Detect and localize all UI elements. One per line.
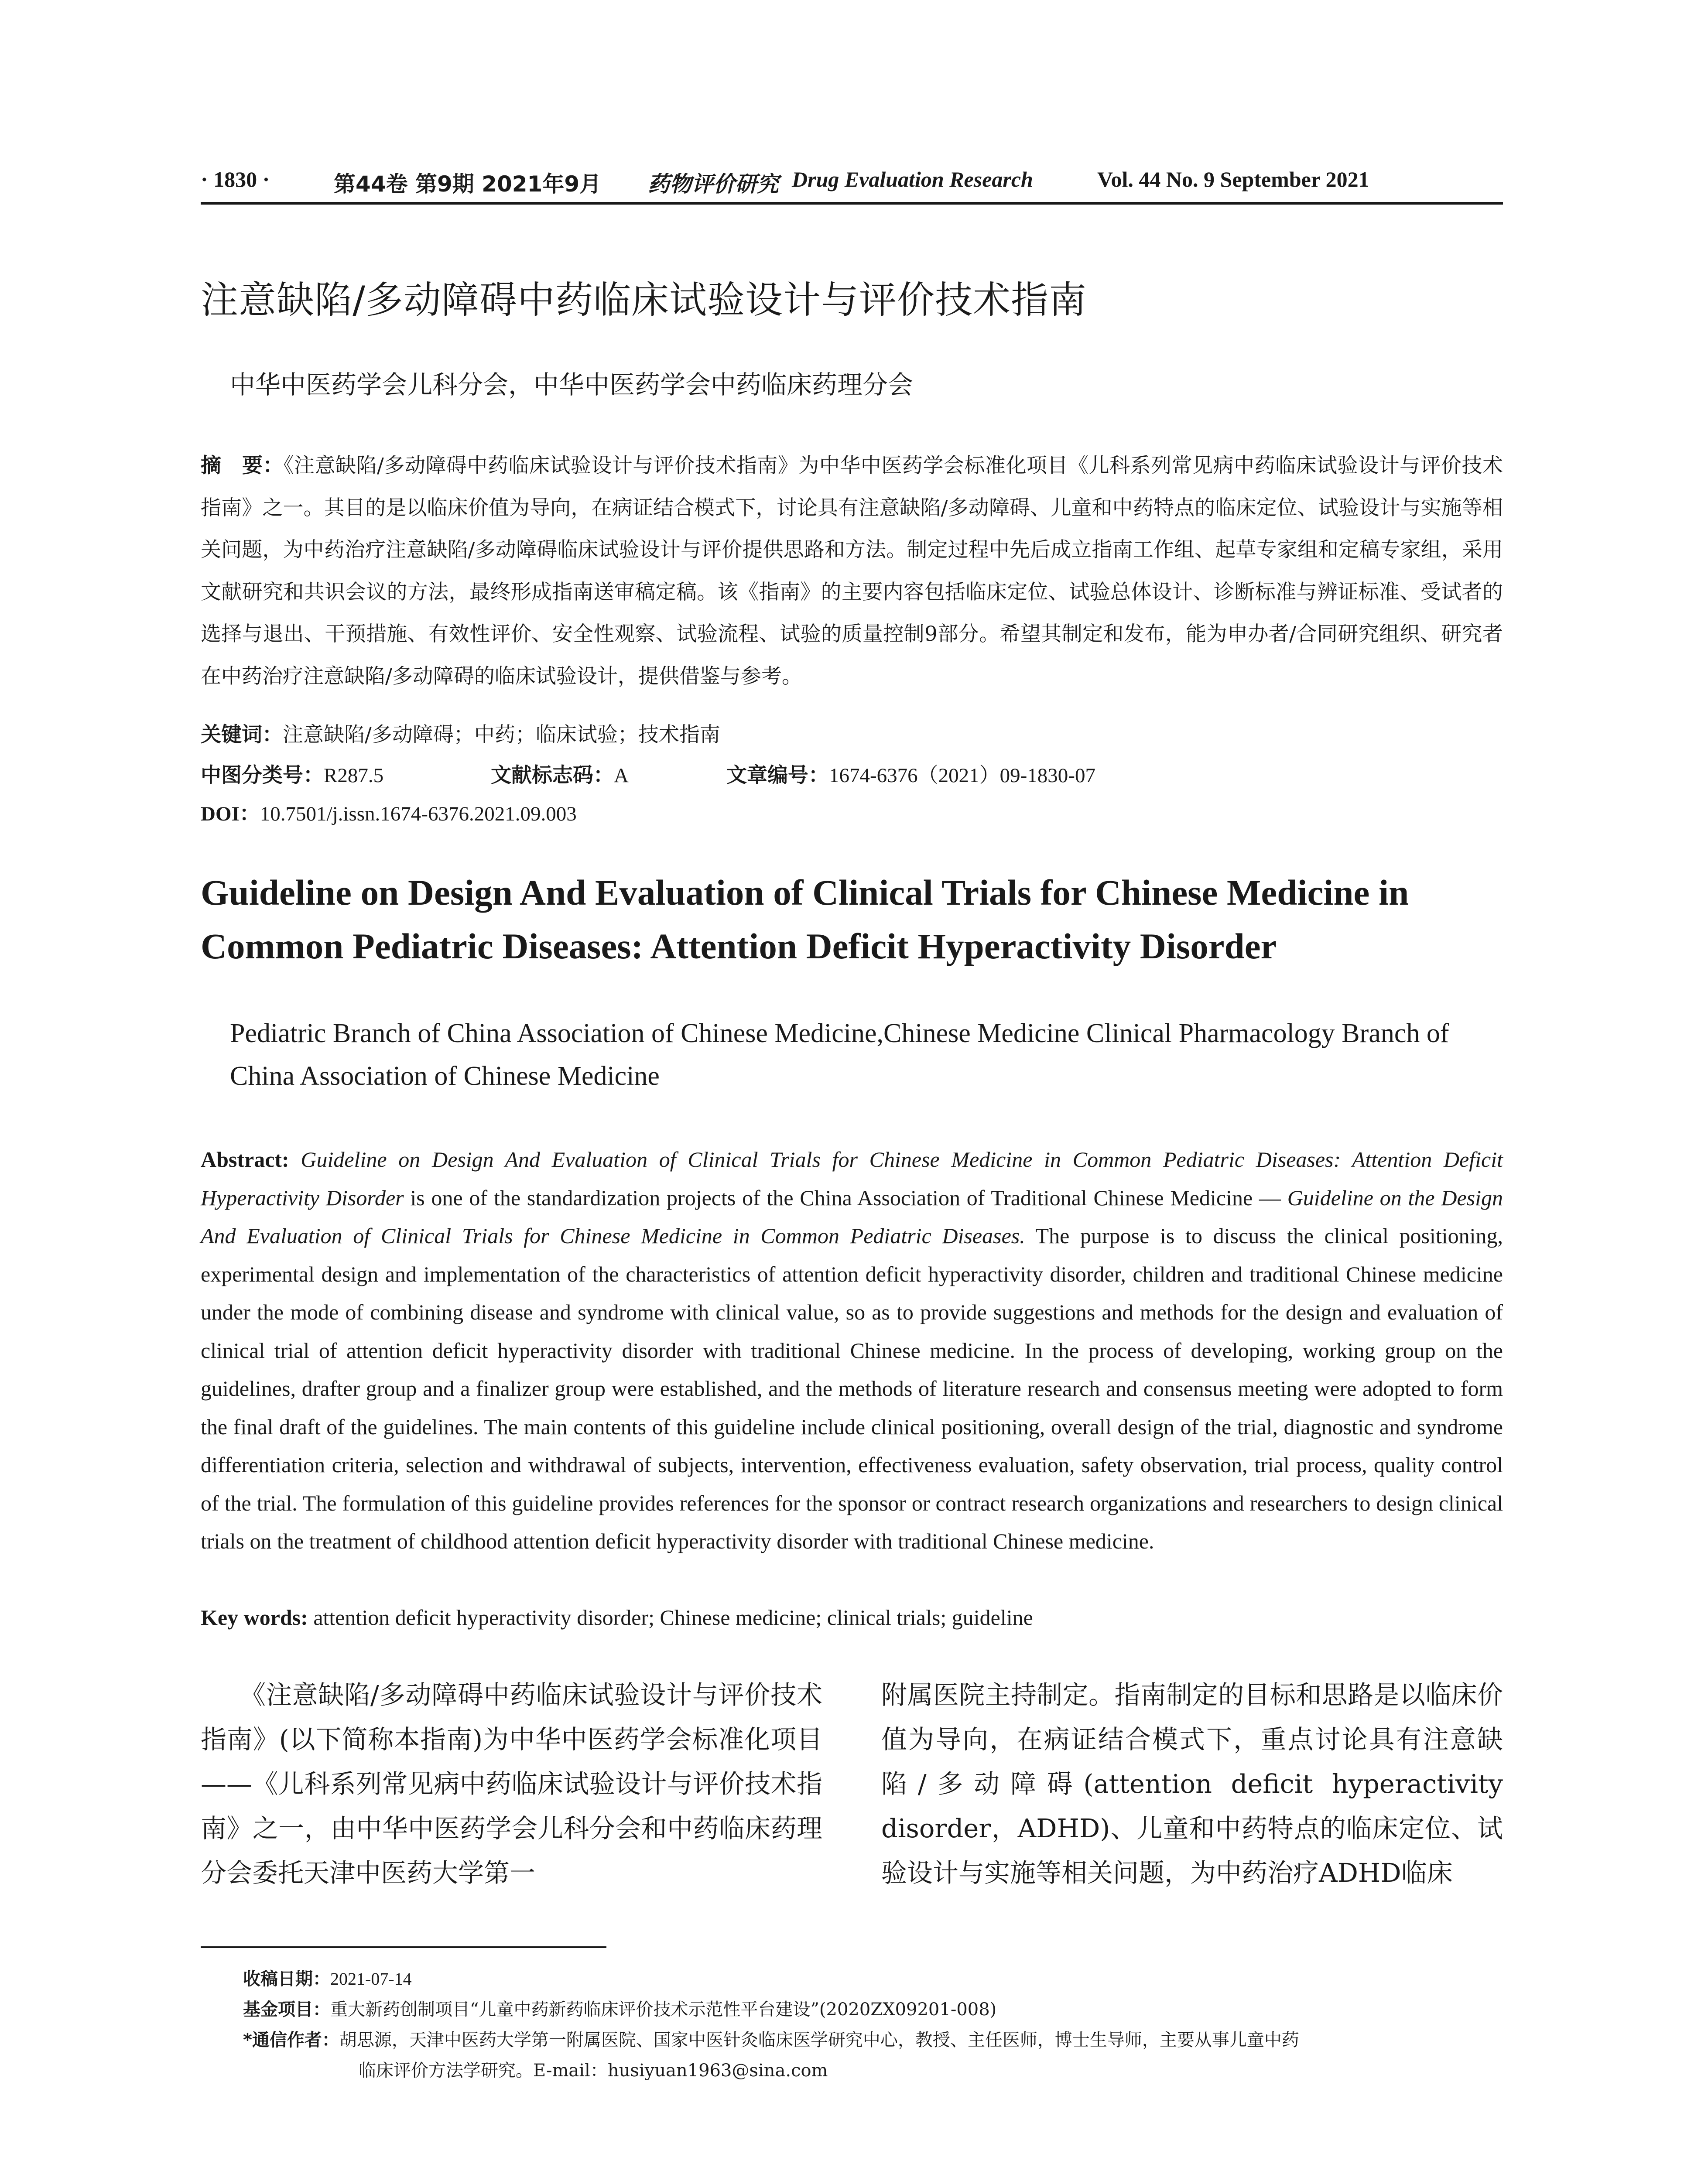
doi-value: 10.7501/j.issn.1674-6376.2021.09.003: [260, 803, 577, 825]
journal-cn-logo: 药物评价研究: [648, 172, 779, 196]
footnote-fund: [243, 1996, 996, 2020]
issue-en: Vol. 44 No. 9 September 2021: [1097, 167, 1369, 191]
received-value: 2021-07-14: [330, 1969, 412, 1989]
clc-label: 中图分类号：: [201, 763, 324, 787]
running-header: [201, 167, 1503, 197]
abstract-en-label: Abstract:: [201, 1147, 289, 1172]
page-number: · 1830 ·: [201, 167, 270, 191]
footnote-corresponding: [243, 2026, 1299, 2051]
abstract-cn-text: 《注意缺陷/多动障碍中药临床试验设计与评价技术指南》为中华中医药学会标准化项目《儿科系列常见病中药临床试验设计与评价技术指南》之一。其目的是以临床价值为导向，在病证结合模式下，讨论具有注意缺陷/多动障碍、儿童和中药特点的临床定位、试验设计与实施等相关问题，为中药治疗注意缺陷/多动障碍临床试验设计与评价提供思路和方法。制定过程中先后成立指南工作组、起草专家组和定稿专家组，采用文献研究和共识会议的方法，最终形成指南送审稿定稿。该《指南》的主要内容包括临床定位、试验总体设计、诊断标准与辨证标准、受试者的选择与退出、干预措施、有效性评价、安全性观察、试验流程、试验的质量控制9部分。希望其制定和发布，能为申办者/合同研究组织、研究者在中药治疗注意缺陷/多动障碍的临床试验设计，提供借鉴与参考。: [201, 454, 1503, 688]
keywords-cn-text: 注意缺陷/多动障碍；中药；临床试验；技术指南: [283, 723, 720, 747]
title-cn: 注意缺陷/多动障碍中药临床试验设计与评价技术指南: [201, 278, 1087, 322]
footnote-rule: [201, 1946, 606, 1948]
abstract-en-italic-1: Guideline on Design And Evaluation of Clinical Trials for Chinese Medicine in Common Pediatric Diseases: Attention Deficit Hyperactivity Disorder: [201, 1147, 1503, 1210]
article-no-label: 文章编号：: [726, 763, 829, 787]
authors-en: Pediatric Branch of China Association of Chinese Medicine,Chinese Medicine Clinical Pharmacology Branch of China Association of Chinese Medicine: [230, 1019, 1449, 1091]
journal-en: Drug Evaluation Research: [792, 167, 1033, 191]
issue-cn: 第44卷 第9期 2021年9月: [334, 171, 602, 197]
title-en: Guideline on Design And Evaluation of Clinical Trials for Chinese Medicine in Common Pediatric Diseases: Attention Deficit Hyperactivity Disorder: [201, 872, 1409, 966]
footnote-received: [243, 1965, 412, 1990]
footnote-corresponding-cont: 临床评价方法学研究。E-mail：husiyuan1963@sina.com: [359, 2061, 828, 2081]
doi-label: DOI：: [201, 803, 260, 825]
authors-cn: 中华中医药学会儿科分会，中华中医药学会中药临床药理分会: [230, 370, 914, 400]
article-no-value: 1674-6376（2021）09-1830-07: [829, 764, 1095, 787]
received-label: 收稿日期：: [243, 1969, 330, 1989]
keywords-cn: [201, 718, 720, 748]
keywords-en: [201, 1599, 1503, 1637]
fund-value: 重大新药创制项目“儿童中药新药临床评价技术示范性平台建设”(2020ZX09201-008): [330, 2000, 997, 2020]
corresponding-value-1: 胡思源，天津中医药大学第一附属医院、国家中医针灸临床医学研究中心，教授、主任医师，博士生导师，主要从事儿童中药: [339, 2030, 1299, 2050]
body-column-left: 《注意缺陷/多动障碍中药临床试验设计与评价技术指南》(以下简称本指南)为中华中医药学会标准化项目——《儿科系列常见病中药临床试验设计与评价技术指南》之一，由中华中医药学会儿科分会和中药临床药理分会委托天津中医药大学第一: [201, 1680, 822, 1888]
keywords-cn-label: 关键词：: [201, 723, 283, 747]
body-column-right: 附属医院主持制定。指南制定的目标和思路是以临床价值为导向，在病证结合模式下，重点讨论具有注意缺陷/多动障碍(attention deficit hyperactivity disorder，ADHD)、儿童和中药特点的临床定位、试验设计与实施等相关问题，为中药治疗ADHD临床: [881, 1680, 1503, 1888]
abstract-en: [201, 1141, 1503, 1561]
abstract-en-text-2: The purpose is to discuss the clinical positioning, experimental design and implementation of the characteristics of attention deficit hyperactivity disorder, children and traditional Chinese medicine under the mode of combining disease and syndrome with clinical value, so as to provide suggestions and methods for the design and evaluation of clinical trial of attention deficit hyperactivity disorder with traditional Chinese medicine. In the process of developing, working group on the guidelines, drafter group and a finalizer group were established, and the methods of literature research and consensus meeting were adopted to form the final draft of the guidelines. The main contents of this guideline include clinical positioning, overall design of the trial, diagnostic and syndrome differentiation criteria, selection and withdrawal of subjects, intervention, effectiveness evaluation, safety observation, trial process, quality control of the trial. The formulation of this guideline provides references for the sponsor or contract research organizations and researchers to design clinical trials on the treatment of childhood attention deficit hyperactivity disorder with traditional Chinese medicine.: [201, 1224, 1503, 1553]
fund-label: 基金项目：: [243, 2000, 330, 2020]
doc-code-value: A: [614, 764, 629, 787]
clc-value: R287.5: [324, 764, 384, 787]
abstract-en-text-1: is one of the standardization projects of the China Association of Traditional Chinese Medicine —: [404, 1185, 1287, 1210]
doi-line: [201, 797, 577, 827]
doc-code-label: 文献标志码：: [491, 763, 614, 787]
keywords-en-text: attention deficit hyperactivity disorder; Chinese medicine; clinical trials; guideline: [308, 1605, 1033, 1630]
abstract-cn: [201, 445, 1503, 697]
abstract-en-italic-2: Guideline on the Design And Evaluation of Clinical Trials for Chinese Medicine in Common Pediatric Diseases.: [201, 1185, 1503, 1248]
abstract-cn-label: 摘 要：: [201, 454, 284, 478]
header-rule: [201, 202, 1503, 205]
keywords-en-label: Key words:: [201, 1605, 308, 1630]
corresponding-label: *通信作者：: [243, 2030, 339, 2050]
